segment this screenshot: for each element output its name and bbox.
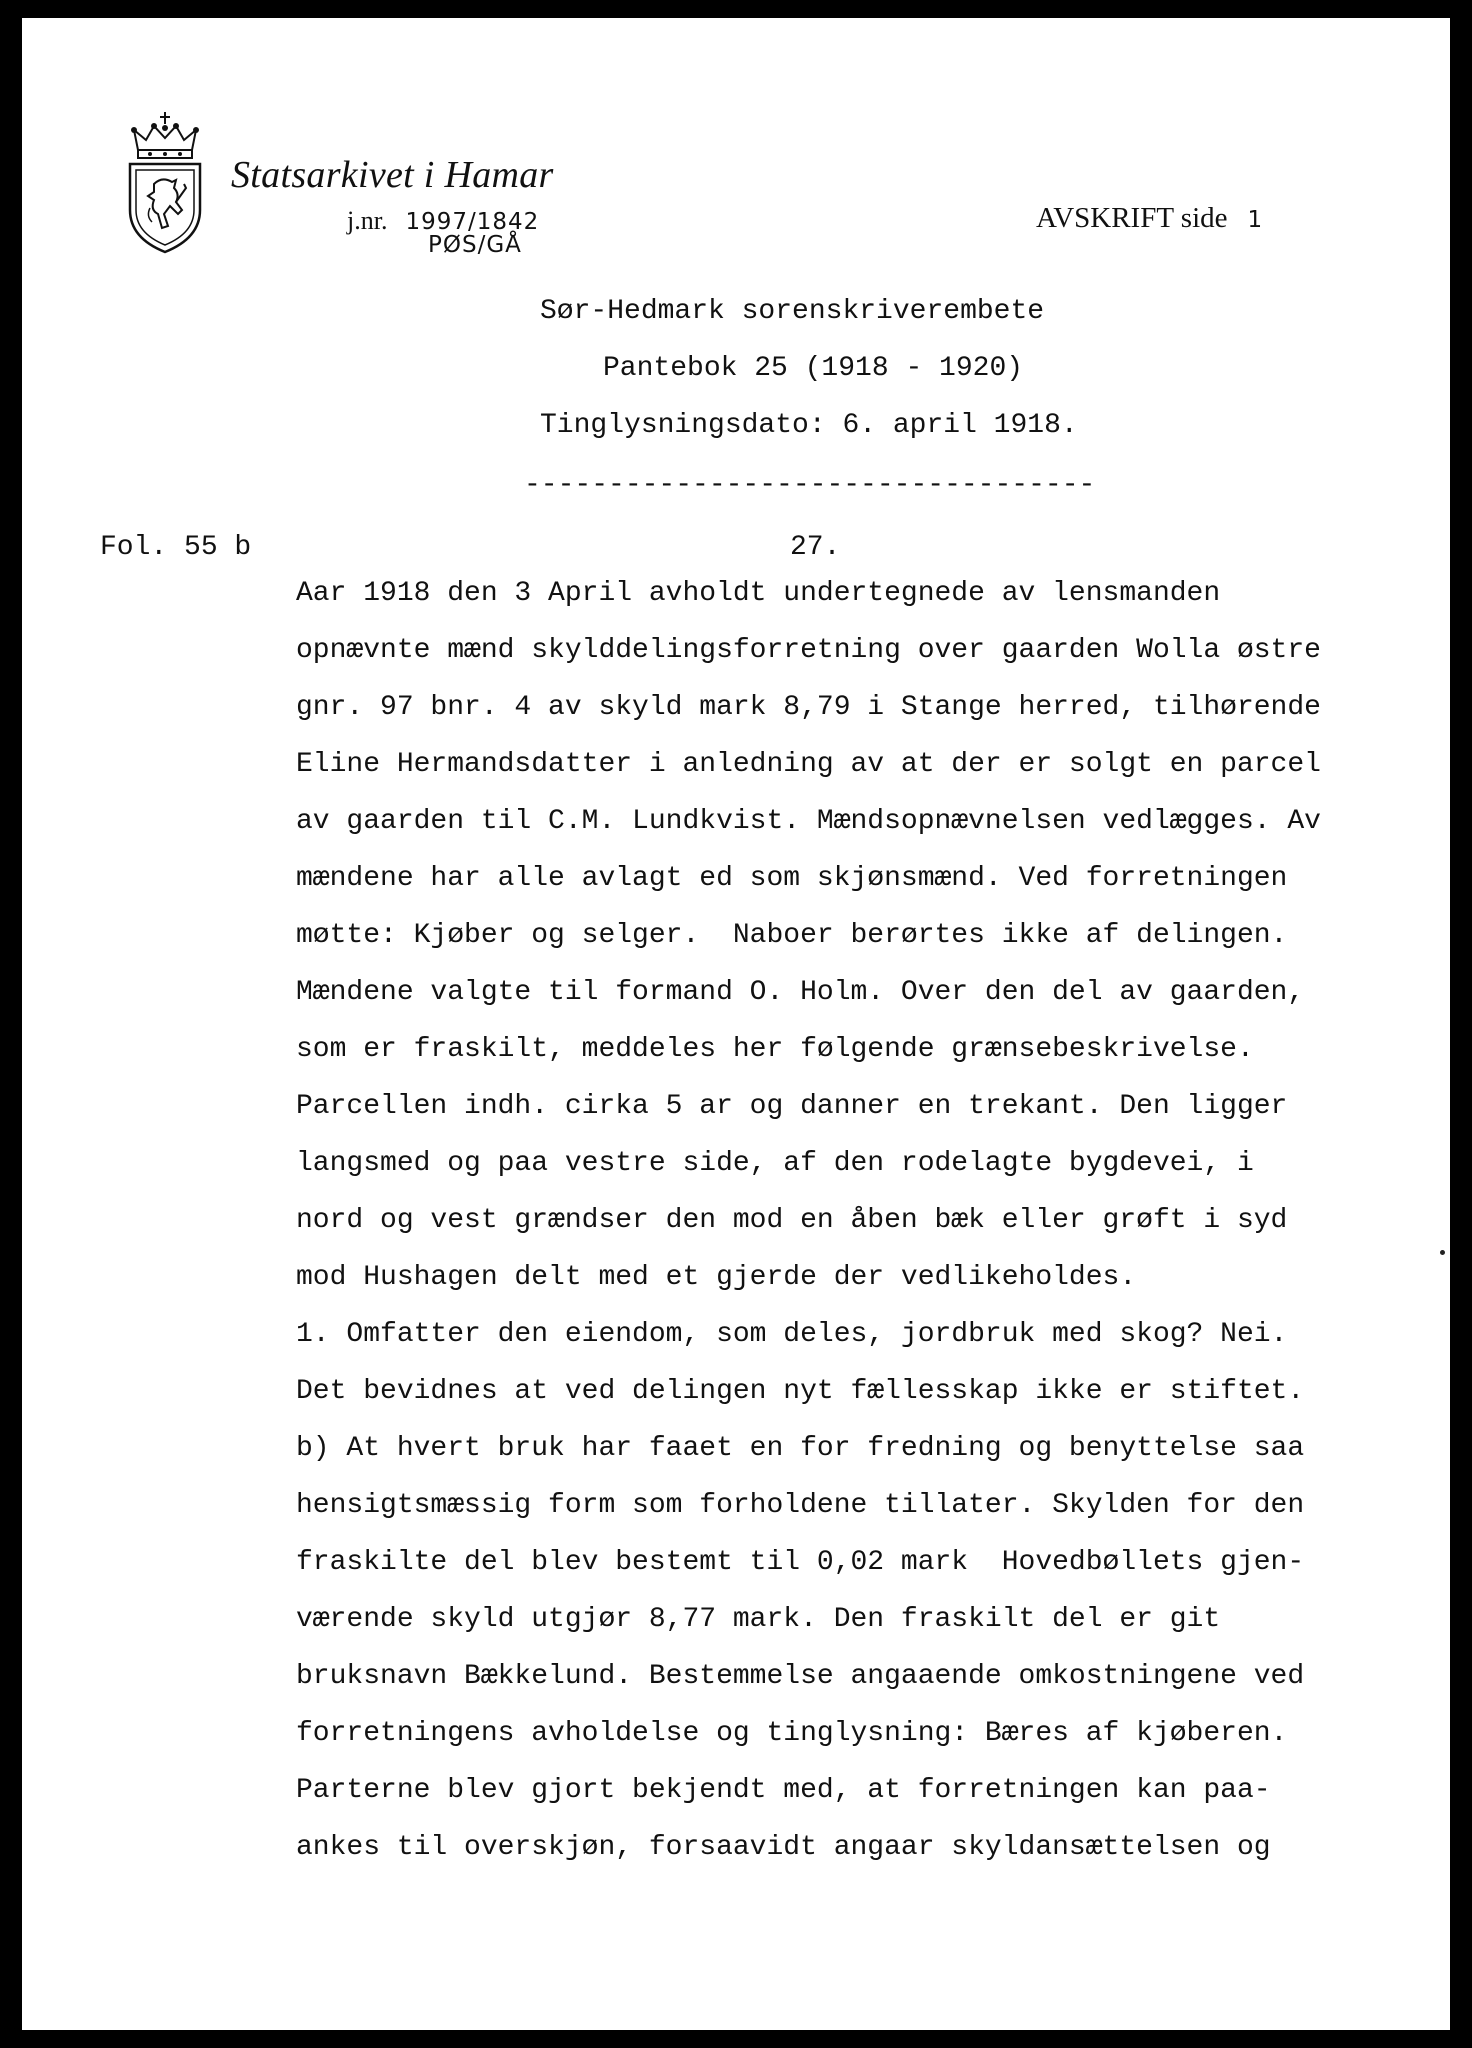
text-line: forretningens avholdelse og tinglysning: Bæres af kjøberen. [296,1718,1288,1749]
text-line: mændene har alle avlagt ed som skjønsmænd. Ved forretningen [296,863,1288,894]
text-line: 1. Omfatter den eiendom, som deles, jordbruk med skog? Nei. [296,1319,1288,1350]
text-line: Det bevidnes at ved delingen nyt fællesskap ikke er stiftet. [296,1376,1305,1407]
avskrift-label: AVSKRIFT side [1036,202,1228,234]
clerk-initials: PØS/GÅ [428,232,522,258]
text-line: ankes til overskjøn, forsaavidt angaar skyldansættelsen og [296,1832,1271,1863]
text-line: Parcellen indh. cirka 5 ar og danner en trekant. Den ligger [296,1091,1288,1122]
entry-number: 27. [790,532,841,563]
text-line: bruksnavn Bækkelund. Bestemmelse angaaende omkostningene ved [296,1661,1305,1692]
book-heading: Pantebok 25 (1918 - 1920) [603,353,1024,384]
text-line: Parterne blev gjort bekjendt med, at forretningen kan paa- [296,1775,1271,1806]
text-line: gnr. 97 bnr. 4 av skyld mark 8,79 i Stange herred, tilhørende [296,692,1321,723]
office-heading: Sør-Hedmark sorenskriverembete [540,296,1045,327]
text-line: Mændene valgte til formand O. Holm. Over den del av gaarden, [296,977,1305,1008]
text-line: Aar 1918 den 3 April avholdt undertegnede av lensmanden [296,578,1221,609]
text-line: Eline Hermandsdatter i anledning av at der er solgt en parcel [296,749,1321,780]
text-line: nord og vest grændser den mod en åben bæk eller grøft i syd [296,1205,1288,1236]
text-line: som er fraskilt, meddeles her følgende grænsebeskrivelse. [296,1034,1254,1065]
text-line: værende skyld utgjør 8,77 mark. Den fraskilt del er git [296,1604,1221,1635]
registration-date: Tinglysningsdato: 6. april 1918. [540,410,1078,441]
scan-speck [1440,1250,1445,1255]
archive-name: Statsarkivet i Hamar [231,154,554,196]
text-line: langsmed og paa vestre side, af den rodelagte bygdevei, i [296,1148,1254,1179]
folio-reference: Fol. 55 b [100,532,252,563]
text-line: av gaarden til C.M. Lundkvist. Mændsopnævnelsen vedlægges. Av [296,806,1321,837]
document-page [22,18,1450,2030]
text-line: hensigtsmæssig form som forholdene tillater. Skylden for den [296,1490,1305,1521]
text-line: fraskilte del blev bestemt til 0,02 mark Hovedbøllets gjen- [296,1547,1305,1578]
avskrift-page-number: 1 [1247,207,1263,233]
text-line: mod Hushagen delt med et gjerde der vedlikeholdes. [296,1262,1137,1293]
separator-line: ---------------------------------- [524,470,1096,501]
coat-of-arms-icon [124,110,206,254]
text-line: møtte: Kjøber og selger. Naboer berørtes ikke af delingen. [296,920,1288,951]
journal-number-label: j.nr. [347,206,388,235]
transcript-page-label [1036,202,1262,235]
journal-number-value: 1997/1842 [405,209,540,235]
transcript-body [296,578,1321,1889]
text-line: opnævnte mænd skylddelingsforretning over gaarden Wolla østre [296,635,1321,666]
text-line: b) At hvert bruk har faaet en for fredning og benyttelse saa [296,1433,1305,1464]
